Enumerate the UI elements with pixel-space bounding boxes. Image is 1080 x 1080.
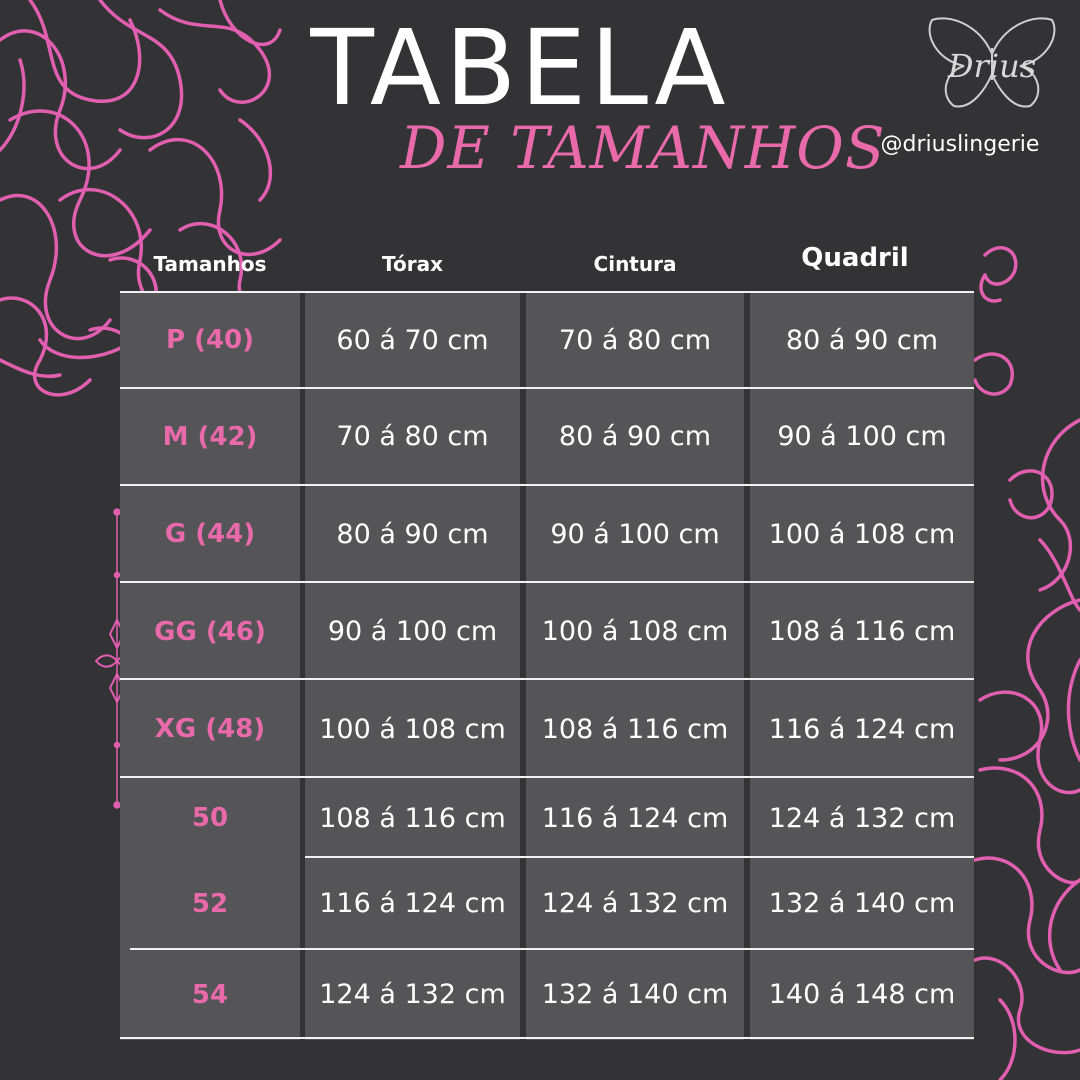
page-title: TABELA [310,7,730,129]
page-subtitle: DE TAMANHOS [400,114,886,182]
column-header-tamanhos: Tamanhos [153,252,267,276]
size-label: GG (46) [120,583,300,680]
measurement-cintura: 70 á 80 cm [526,292,744,388]
table-divider [130,948,974,950]
column-header-cintura: Cintura [593,252,677,276]
measurement-quadril: 140 á 148 cm [750,949,974,1040]
measurement-torax: 116 á 124 cm [305,858,520,949]
measurement-torax: 70 á 80 cm [305,388,520,485]
measurement-cintura: 90 á 100 cm [526,485,744,583]
column-header-torax: Tórax [382,252,443,276]
instagram-handle: @driuslingerie [880,132,1040,157]
table-divider [120,776,974,778]
measurement-cintura: 80 á 90 cm [526,388,744,485]
measurement-torax: 108 á 116 cm [305,778,520,858]
size-label: G (44) [120,485,300,583]
measurement-cintura: 132 á 140 cm [526,949,744,1040]
table-divider [120,581,974,583]
measurement-torax: 100 á 108 cm [305,680,520,778]
measurement-quadril: 80 á 90 cm [750,292,974,388]
table-divider [120,387,974,389]
measurement-cintura: 100 á 108 cm [526,583,744,680]
table-divider [120,1037,974,1039]
measurement-torax: 90 á 100 cm [305,583,520,680]
table-divider [120,678,974,680]
table-divider [120,291,974,293]
measurement-quadril: 90 á 100 cm [750,388,974,485]
size-label: 50 [120,778,300,858]
brand-logo-text: Drius [947,47,1037,85]
column-header-quadril: Quadril [801,243,909,273]
measurement-torax: 60 á 70 cm [305,292,520,388]
measurement-cintura: 116 á 124 cm [526,778,744,858]
size-label: 52 [120,858,300,949]
measurement-cintura: 124 á 132 cm [526,858,744,949]
size-label: P (40) [120,292,300,388]
measurement-torax: 124 á 132 cm [305,949,520,1040]
size-label: M (42) [120,388,300,485]
measurement-quadril: 116 á 124 cm [750,680,974,778]
measurement-quadril: 100 á 108 cm [750,485,974,583]
measurement-torax: 80 á 90 cm [305,485,520,583]
size-table [120,292,974,1040]
table-divider [305,856,974,858]
measurement-quadril: 108 á 116 cm [750,583,974,680]
measurement-quadril: 132 á 140 cm [750,858,974,949]
size-label: 54 [120,949,300,1040]
measurement-cintura: 108 á 116 cm [526,680,744,778]
table-divider [120,484,974,486]
size-label: XG (48) [120,680,300,778]
measurement-quadril: 124 á 132 cm [750,778,974,858]
